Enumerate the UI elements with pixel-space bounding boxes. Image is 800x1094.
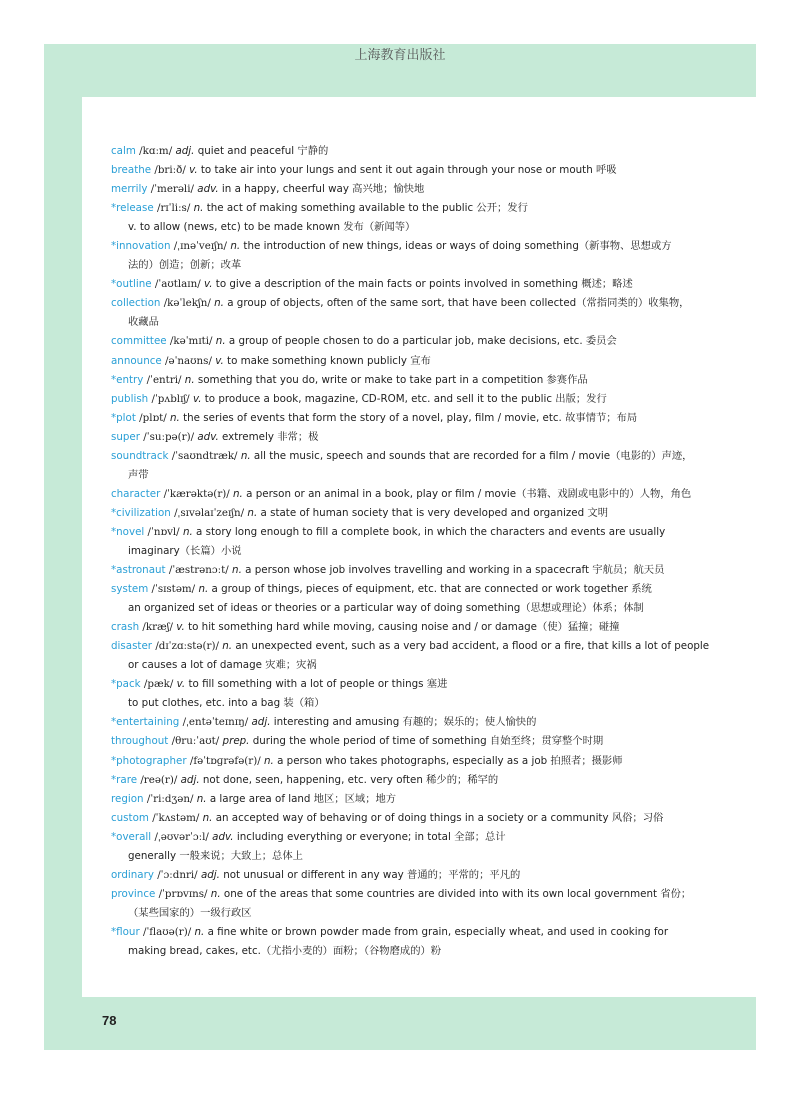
definition: one of the areas that some countries are divided into with its own local government 省份； <box>223 887 692 900</box>
part-of-speech: adv. <box>197 183 219 196</box>
definition-continuation: imaginary（长篇）小说 <box>128 544 242 557</box>
definition: a story long enough to fill a complete book, in which the characters and events are usually <box>196 525 666 538</box>
vocab-entry <box>111 561 691 580</box>
part-of-speech: n. <box>214 297 224 310</box>
headword: *flour <box>111 925 140 938</box>
vocab-entry <box>111 523 691 542</box>
headword: *entry <box>111 373 144 386</box>
definition-continuation: making bread, cakes, etc.（尤指小麦的）面粉；（谷物磨成的）粉 <box>128 944 442 957</box>
part-of-speech: n. <box>230 240 241 253</box>
definition: interesting and amusing 有趣的；娱乐的；使人愉快的 <box>273 716 537 729</box>
definition: a person or an animal in a book, play or film / movie（书籍、戏剧或电影中的）人物，角色 <box>246 487 692 500</box>
vocab-entry <box>111 275 691 294</box>
headword: character <box>111 487 161 500</box>
headword: *rare <box>111 773 138 786</box>
vocab-entry <box>111 580 691 599</box>
definition-continuation: an organized set of ideas or theories or a particular way of doing something（思想或理论）体系；体制 <box>128 602 644 615</box>
vocab-entry <box>111 809 691 828</box>
part-of-speech: n. <box>196 792 207 805</box>
definition: including everything or everyone; in total 全部；总计 <box>236 830 506 843</box>
pronunciation: /ˈsuːpə(r)/ <box>143 430 195 443</box>
pronunciation: /ˈkærəktə(r)/ <box>163 487 230 500</box>
pronunciation: /ˈpʌblɪʃ/ <box>151 392 190 405</box>
part-of-speech: n. <box>233 487 243 500</box>
definition: an unexpected event, such as a very bad accident, a flood or a fire, that kills a lot of people <box>235 640 710 653</box>
headword: soundtrack <box>111 449 169 462</box>
headword: *overall <box>111 830 152 843</box>
pronunciation: /ˌentəˈteɪnɪŋ/ <box>182 716 249 729</box>
vocab-entry <box>111 199 691 218</box>
definition-continuation: 收藏品 <box>128 316 159 329</box>
part-of-speech: n. <box>222 640 233 653</box>
definition-continuation: （某些国家的）一级行政区 <box>128 906 252 919</box>
part-of-speech: v. <box>176 678 186 691</box>
vocab-entry <box>111 237 691 256</box>
vocab-entry <box>111 618 691 637</box>
definition: a person whose job involves travelling and working in a spacecraft 宇航员；航天员 <box>245 564 665 577</box>
part-of-speech: adj. <box>180 773 200 786</box>
definition: not done, seen, happening, etc. very often 稀少的；稀罕的 <box>202 773 499 786</box>
headword: ordinary <box>111 868 154 881</box>
vocab-entry <box>111 923 691 942</box>
definition: not unusual or different in any way 普通的；平常的；平凡的 <box>223 868 521 881</box>
vocab-entry <box>111 504 691 523</box>
pronunciation: /θruːˈaʊt/ <box>171 735 220 748</box>
headword: collection <box>111 297 161 310</box>
definition: the introduction of new things, ideas or ways of doing something（新事物、思想或方 <box>243 240 672 253</box>
vocab-entry <box>111 713 691 732</box>
part-of-speech: n. <box>194 925 205 938</box>
definition-continuation: v. to allow (news, etc) to be made known 发布（新闻等） <box>128 221 416 234</box>
headword: publish <box>111 392 149 405</box>
part-of-speech: adj. <box>175 145 195 157</box>
vocab-entry <box>111 790 691 809</box>
headword: *outline <box>111 278 152 291</box>
pronunciation: /ˈentri/ <box>146 373 182 386</box>
definition-continuation: generally 一般来说；大致上；总体上 <box>128 849 303 862</box>
headword: *novel <box>111 525 145 538</box>
headword: region <box>111 792 144 805</box>
headword: custom <box>111 811 149 824</box>
vocab-entry <box>111 409 691 428</box>
pronunciation: /ˈkʌstəm/ <box>152 811 200 824</box>
definition: quiet and peaceful 宁静的 <box>197 145 329 157</box>
pronunciation: /ˌəʊvərˈɔːl/ <box>154 830 209 843</box>
definition: to make something known publicly 宣布 <box>227 354 431 367</box>
pronunciation: /ˌsɪvəlaɪˈzeɪʃn/ <box>174 506 245 519</box>
part-of-speech: v. <box>215 354 224 367</box>
headword: breathe <box>111 164 152 177</box>
part-of-speech: v. <box>176 621 185 634</box>
part-of-speech: n. <box>240 449 251 462</box>
definition: to take air into your lungs and sent it out again through your nose or mouth 呼吸 <box>200 164 617 177</box>
vocab-entry <box>111 771 691 790</box>
definition: during the whole period of time of something 自始至终；贯穿整个时期 <box>252 735 604 748</box>
vocab-entry <box>111 371 691 390</box>
definition: a large area of land 地区；区域；地方 <box>209 792 397 805</box>
vocab-entry <box>111 161 691 180</box>
part-of-speech: n. <box>198 583 209 596</box>
vocab-entry <box>111 428 691 447</box>
pronunciation: /əˈnaʊns/ <box>165 354 212 367</box>
pronunciation: /plɒt/ <box>139 411 167 424</box>
headword: committee <box>111 335 167 348</box>
pronunciation: /ˈsaʊndtræk/ <box>171 449 238 462</box>
vocab-entry <box>111 637 710 656</box>
part-of-speech: v. <box>192 392 202 405</box>
part-of-speech: n. <box>210 887 221 900</box>
pronunciation: /ˈflaʊə(r)/ <box>142 925 192 938</box>
part-of-speech: prep. <box>222 735 250 748</box>
headword: *civilization <box>111 506 171 519</box>
definition: to produce a book, magazine, CD-ROM, etc. and sell it to the public 出版；发行 <box>204 392 607 405</box>
part-of-speech: n. <box>232 564 242 577</box>
part-of-speech: n. <box>202 811 213 824</box>
pronunciation: /briːð/ <box>154 164 186 177</box>
pronunciation: /rɪˈliːs/ <box>156 202 191 215</box>
part-of-speech: v. <box>203 278 213 291</box>
headword: crash <box>111 621 140 634</box>
part-of-speech: adj. <box>200 868 220 881</box>
definition: to give a description of the main facts or points involved in something 概述；略述 <box>215 278 633 291</box>
pronunciation: /ˌɪnəˈveɪʃn/ <box>173 240 228 253</box>
pronunciation: /dɪˈzɑːstə(r)/ <box>155 640 219 653</box>
definition: a person who takes photographs, especially as a job 拍照者；摄影师 <box>277 754 623 767</box>
headword: system <box>111 583 149 596</box>
vocab-entry <box>111 485 691 504</box>
pronunciation: /ˈriːdʒən/ <box>146 792 194 805</box>
definition: a fine white or brown powder made from grain, especially wheat, and used in cooking for <box>207 925 669 938</box>
pronunciation: /ˈmerəli/ <box>150 183 194 196</box>
part-of-speech: adv. <box>197 430 219 443</box>
part-of-speech: adj. <box>251 716 271 729</box>
definition-continuation: 法的）创造；创新；改革 <box>128 259 242 272</box>
vocab-entry <box>111 828 691 847</box>
vocab-entry <box>111 447 691 466</box>
definition: a state of human society that is very developed and organized 文明 <box>260 506 608 519</box>
headword: merrily <box>111 183 148 196</box>
vocab-entry <box>111 675 691 694</box>
pronunciation: /ˈnɒvl/ <box>147 525 180 538</box>
definition: the series of events that form the story of a novel, play, film / movie, etc. 故事情节；布局 <box>183 411 638 424</box>
vocab-entry <box>111 180 691 199</box>
part-of-speech: adv. <box>212 830 234 843</box>
pronunciation: /reə(r)/ <box>140 773 178 786</box>
definition: to fill something with a lot of people or things 塞进 <box>188 678 448 691</box>
part-of-speech: n. <box>247 506 258 519</box>
headword: *plot <box>111 411 136 424</box>
definition: to hit something hard while moving, causing noise and / or damage（使）猛撞；碰撞 <box>188 621 620 634</box>
vocab-entry <box>111 332 691 351</box>
pronunciation: /ˈprɒvɪns/ <box>158 887 208 900</box>
definition: all the music, speech and sounds that are recorded for a film / movie（电影的）声迹， <box>253 449 693 462</box>
part-of-speech: n. <box>182 525 193 538</box>
headword: *astronaut <box>111 564 166 577</box>
part-of-speech: v. <box>189 164 198 177</box>
pronunciation: /ˈɔːdnri/ <box>157 868 198 881</box>
vocab-entry <box>111 866 691 885</box>
headword: super <box>111 430 140 443</box>
part-of-speech: n. <box>170 411 180 424</box>
vocab-entry <box>111 142 691 161</box>
definition: the act of making something available to the public 公开；发行 <box>206 202 528 215</box>
part-of-speech: n. <box>184 373 195 386</box>
page-number: 78 <box>102 1013 117 1028</box>
vocab-entry <box>111 352 691 371</box>
headword: *pack <box>111 678 141 691</box>
headword: announce <box>111 354 162 367</box>
headword: *release <box>111 202 154 215</box>
vocab-entry <box>111 390 691 409</box>
pronunciation: /kəˈlekʃn/ <box>163 297 211 310</box>
pronunciation: /pæk/ <box>143 678 174 691</box>
headword: province <box>111 887 156 900</box>
vocab-entry <box>111 294 691 313</box>
pronunciation: /kɑːm/ <box>139 145 173 157</box>
definition-continuation: or causes a lot of damage 灾难；灾祸 <box>128 659 317 672</box>
headword: throughout <box>111 735 169 748</box>
definition-continuation: to put clothes, etc. into a bag 装（箱） <box>128 697 325 710</box>
pronunciation: /ˈaʊtlaɪn/ <box>154 278 201 291</box>
part-of-speech: n. <box>215 335 226 348</box>
pronunciation: /kræʃ/ <box>142 621 173 634</box>
headword: *entertaining <box>111 716 180 729</box>
part-of-speech: n. <box>193 202 204 215</box>
definition: a group of people chosen to do a particular job, make decisions, etc. 委员会 <box>228 335 617 348</box>
vocab-entry <box>111 885 691 904</box>
pronunciation: /ˈæstrənɔːt/ <box>168 564 229 577</box>
pronunciation: /ˈsɪstəm/ <box>151 583 196 596</box>
headword: *photographer <box>111 754 187 767</box>
headword: disaster <box>111 640 153 653</box>
definition: in a happy, cheerful way 高兴地；愉快地 <box>221 183 425 196</box>
headword: calm <box>111 145 136 157</box>
part-of-speech: n. <box>264 754 274 767</box>
definition: a group of things, pieces of equipment, etc. that are connected or work together 系统 <box>211 583 652 596</box>
definition-continuation: 声带 <box>128 468 149 481</box>
headword: *innovation <box>111 240 171 253</box>
vocab-entry <box>111 732 691 751</box>
definition: an accepted way of behaving or of doing things in a society or a community 风俗；习俗 <box>215 811 664 824</box>
definition: extremely 非常；极 <box>222 430 319 443</box>
pronunciation: /fəˈtɒɡrəfə(r)/ <box>189 754 261 767</box>
definition: a group of objects, often of the same sort, that have been collected（常指同类的）收集物， <box>227 297 690 310</box>
vocabulary-list <box>111 142 710 961</box>
vocab-entry <box>111 752 691 771</box>
publisher-header: 上海教育出版社 <box>354 48 446 63</box>
pronunciation: /kəˈmɪti/ <box>169 335 213 348</box>
definition: something that you do, write or make to take part in a competition 参赛作品 <box>197 373 588 386</box>
